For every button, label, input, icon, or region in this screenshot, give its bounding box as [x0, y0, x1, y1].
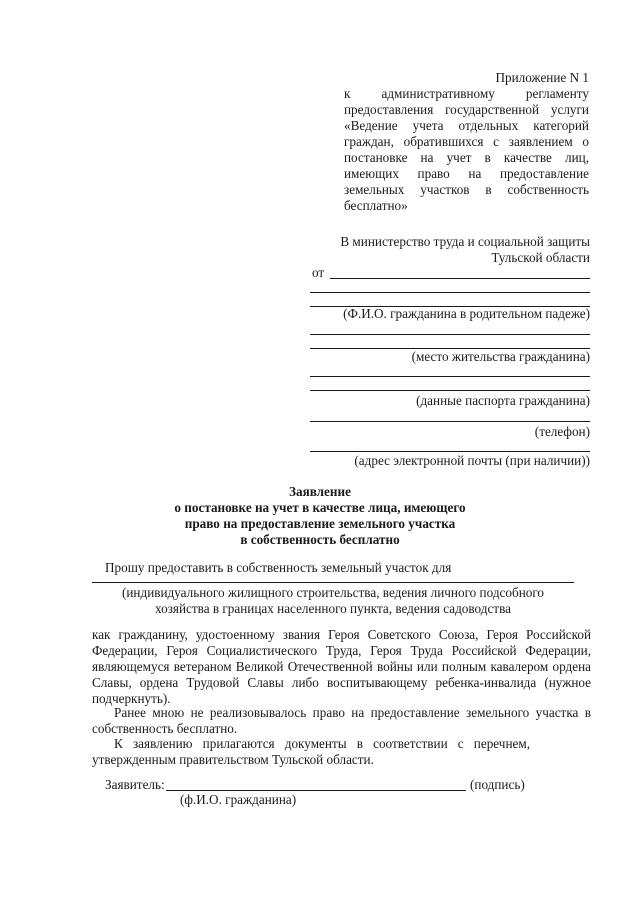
- applicant-label: Заявитель:: [105, 777, 165, 792]
- appendix-line: земельных участков в собственность: [344, 182, 589, 197]
- from-label: от: [312, 265, 325, 280]
- body-line: К заявлению прилагаются документы в соответствии с перечнем,: [114, 736, 530, 751]
- addressee-line1: В министерство труда и социальной защиты: [340, 234, 590, 249]
- appendix-title: Приложение N 1: [495, 70, 589, 85]
- appendix-line: имеющих право на предоставление: [344, 166, 589, 181]
- body-line: как гражданину, удостоенному звания Героя Советского Союза, Героя Российской: [92, 627, 591, 642]
- passport-field-line[interactable]: [310, 376, 590, 377]
- passport-caption: (данные паспорта гражданина): [416, 393, 590, 408]
- fio-caption: (Ф.И.О. гражданина в родительном падеже): [343, 306, 590, 321]
- purpose-caption: (индивидуального жилищного строительства, ведения личного подсобного: [121, 585, 545, 600]
- request-text: Прошу предоставить в собственность земельный участок для: [105, 560, 452, 575]
- body-line: Федерации, Героя Социалистического Труда, Героя Труда Российской Федерации,: [92, 643, 591, 658]
- fio-field-line[interactable]: [310, 292, 590, 293]
- residence-field-line[interactable]: [310, 334, 590, 335]
- body-line: собственность бесплатно.: [92, 721, 238, 736]
- appendix-line: к административному регламенту: [344, 86, 589, 101]
- heading-line: о постановке на учет в качестве лица, имеющего: [174, 500, 466, 515]
- body-line: Ранее мною не реализовывалось право на предоставление земельного участка в: [114, 705, 591, 720]
- purpose-caption: хозяйства в границах населенного пункта, ведения садоводства: [155, 601, 511, 616]
- body-line: утвержденным правительством Тульской области.: [92, 752, 374, 767]
- purpose-field-line[interactable]: [92, 582, 574, 583]
- phone-field-line[interactable]: [310, 421, 590, 422]
- residence-caption: (место жительства гражданина): [411, 349, 590, 364]
- addressee-line2: Тульской области: [491, 250, 590, 265]
- appendix-line: постановке на учет в качестве лиц,: [344, 150, 589, 165]
- appendix-line: граждан, обратившихся с заявлением о: [344, 134, 589, 149]
- phone-caption: (телефон): [534, 424, 590, 439]
- body-line: подчеркнуть).: [92, 691, 171, 706]
- heading-line: в собственность бесплатно: [240, 532, 400, 547]
- appendix-line: «Ведение учета отдельных категорий: [344, 118, 589, 133]
- applicant-signature-line[interactable]: [166, 790, 466, 791]
- applicant-fio-caption: (ф.И.О. гражданина): [180, 792, 297, 807]
- email-caption: (адрес электронной почты (при наличии)): [354, 453, 590, 468]
- heading-title: Заявление: [289, 484, 351, 499]
- heading-line: право на предоставление земельного участка: [184, 516, 456, 531]
- signature-caption: (подпись): [470, 777, 525, 792]
- appendix-line: предоставления государственной услуги: [344, 102, 589, 117]
- appendix-line: бесплатно»: [344, 198, 408, 213]
- body-line: Славы, ордена Трудовой Славы либо воспитывающему ребенка-инвалида (нужное: [92, 675, 591, 690]
- body-line: являющемуся ветераном Великой Отечественной войны или полным кавалером ордена: [92, 659, 591, 674]
- email-field-line[interactable]: [310, 451, 590, 452]
- from-field-line[interactable]: [330, 278, 590, 279]
- passport-field-line[interactable]: [310, 390, 590, 391]
